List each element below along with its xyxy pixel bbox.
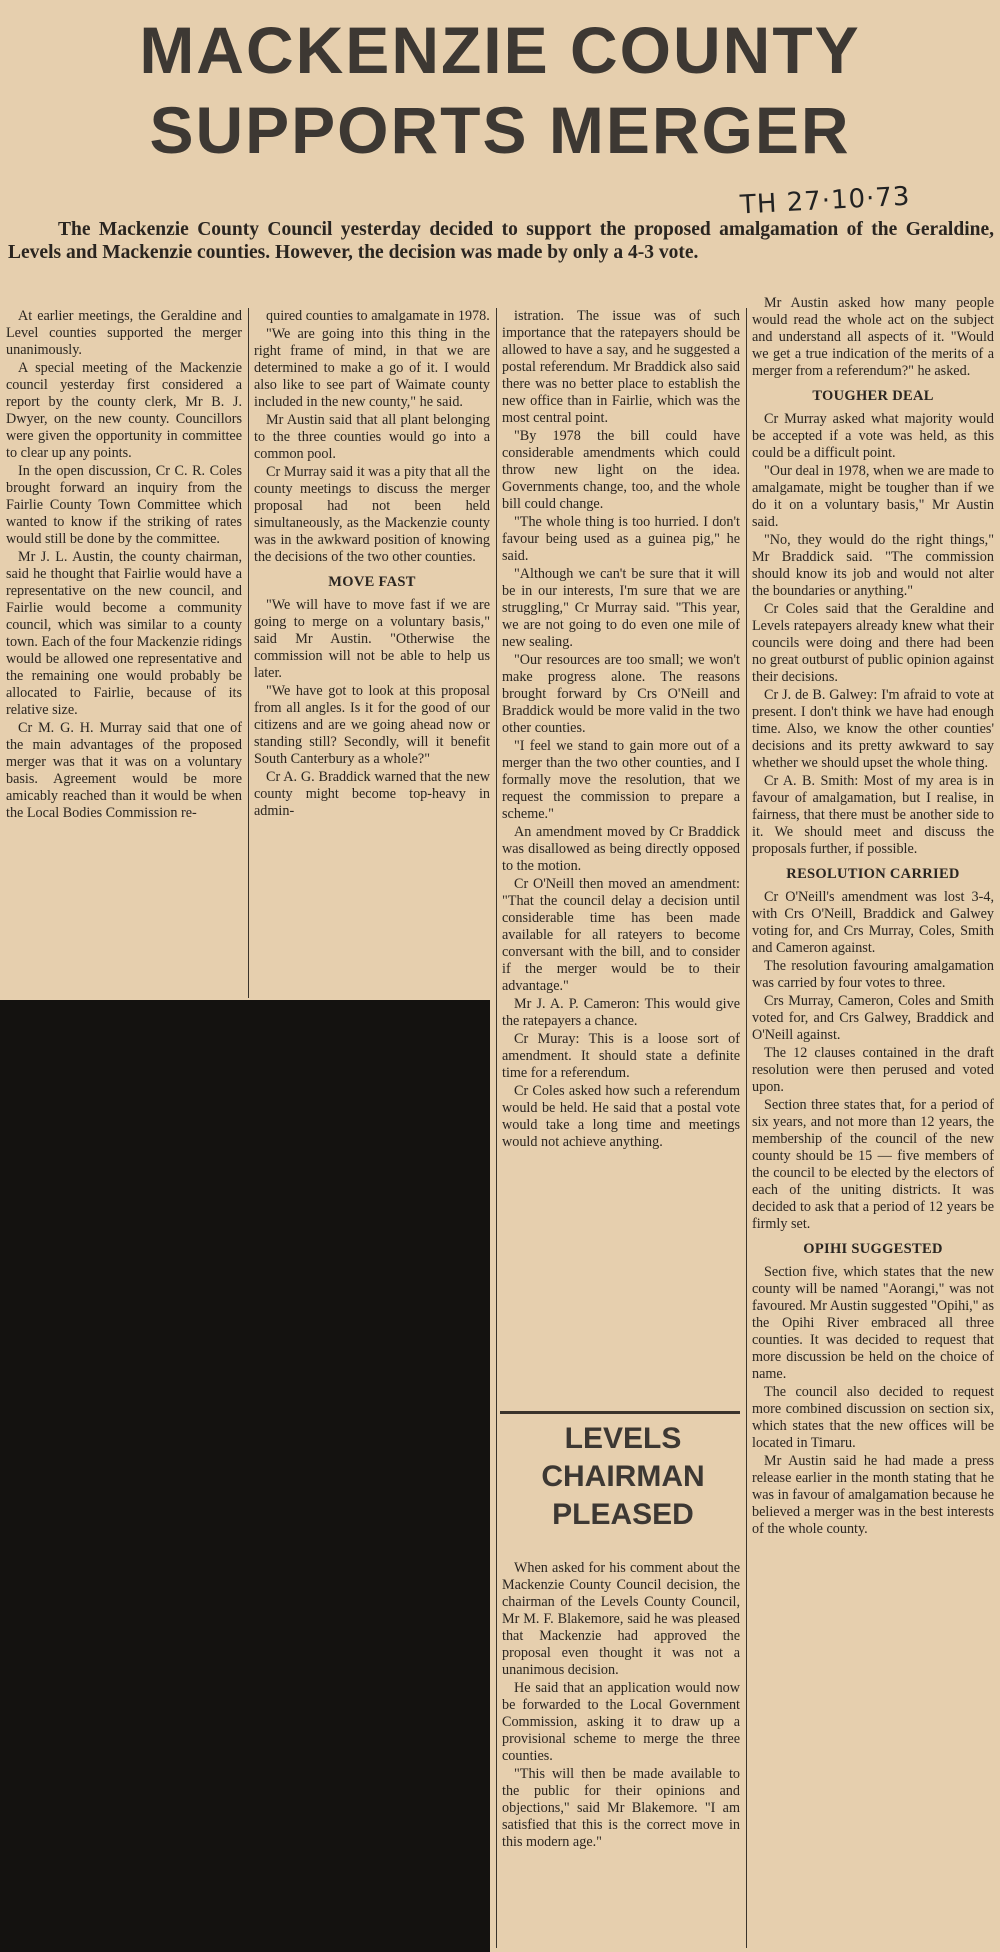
paragraph: Section three states that, for a period of six years, and not more than 12 years, the membership of the council of the new county should be 15 — five members of the council to be elected by the electors of each of the uniting districts. It was decided to ask that a period of 12 years be firmly set. — [752, 1097, 994, 1232]
paragraph: A special meeting of the Mackenzie council yesterday first considered a report by the county clerk, Mr B. J. Dwyer, on the new county. Councillors were given the opportunity in committee to clear up any points. — [6, 360, 242, 461]
paragraph: Cr Murray asked what majority would be accepted if a vote was held, as this could be a difficult point. — [752, 411, 994, 461]
paragraph: Mr Austin said that all plant belonging to the three counties would go into a common pool. — [254, 412, 490, 462]
paragraph: "This will then be made available to the public for their opinions and objections," said Mr Blakemore. "I am satisfied that this is the correct move in this modern age." — [502, 1766, 740, 1850]
subhead-line-3: PLEASED — [552, 1498, 694, 1531]
section-heading-resolution-carried: RESOLUTION CARRIED — [786, 866, 960, 882]
handwritten-date-note: TH 27·10·73 — [739, 181, 912, 221]
section-heading-opihi-suggested: OPIHI SUGGESTED — [803, 1241, 943, 1257]
paragraph: "We will have to move fast if we are going to merge on a voluntary basis," said Mr Austin. "Otherwise the commission will not be able to help us later. — [254, 597, 490, 681]
column-rule-2 — [496, 308, 497, 1948]
paragraph: Crs Murray, Cameron, Coles and Smith voted for, and Crs Galwey, Braddick and O'Neill against. — [752, 993, 994, 1043]
headline-line-1: MACKENZIE COUNTY — [139, 13, 861, 87]
paragraph: istration. The issue was of such importance that the ratepayers should be allowed to have a say, and he suggested a postal referendum. Mr Braddick also said there was no better place to establish the new office than in Fairlie, which was the most central point. — [502, 308, 740, 426]
subhead-line-1: LEVELS — [564, 1422, 682, 1455]
paragraph: An amendment moved by Cr Braddick was disallowed as being directly opposed to the motion. — [502, 824, 740, 874]
paragraph: quired counties to amalgamate in 1978. — [266, 308, 490, 324]
paragraph: Cr A. G. Braddick warned that the new county might become top-heavy in admin- — [254, 769, 490, 819]
paragraph: "Our deal in 1978, when we are made to amalgamate, might be tougher than if we do it on a voluntary basis," Mr Austin said. — [752, 463, 994, 530]
paragraph: Mr Austin said he had made a press release earlier in the month stating that he was in favour of amalgamation because he believed a merger was in the best interests of the whole county. — [752, 1453, 994, 1537]
paragraph: At earlier meetings, the Geraldine and Level counties supported the merger unanimously. — [6, 308, 242, 358]
paragraph: Mr Austin asked how many people would read the whole act on the subject and understand all aspects of it. "Would we get a true indication of the merits of a merger from a referendum?" he asked. — [752, 295, 994, 379]
paragraph: The council also decided to request more combined discussion on section six, which states that the new offices will be located in Timaru. — [752, 1384, 994, 1451]
paragraph: Cr J. de B. Galwey: I'm afraid to vote at present. I don't think we have had enough time. Also, we know the other counties' decisions and its pretty awkward to say whether we should upset the whole thing. — [752, 687, 994, 771]
paragraph: Cr M. G. H. Murray said that one of the main advantages of the proposed merger was that it was on a voluntary basis. Agreement would be more amicably reached than it would be when the Local Bodies Commission re- — [6, 720, 242, 821]
section-heading-move-fast: MOVE FAST — [328, 574, 416, 590]
headline-line-2: SUPPORTS MERGER — [149, 93, 851, 167]
paragraph: Section five, which states that the new county will be named "Aorangi," was not favoured. Mr Austin suggested "Opihi," as the Opihi River embraced all three counties. It was decided to request that more discussion be held on the choice of name. — [752, 1264, 994, 1382]
paragraph: Mr J. A. P. Cameron: This would give the ratepayers a chance. — [502, 996, 740, 1029]
paragraph: Cr Coles said that the Geraldine and Levels ratepayers already knew what their councils were doing and there had been no great outburst of public opinion against their decisions. — [752, 601, 994, 685]
subhead-line-2: CHAIRMAN — [541, 1460, 705, 1493]
paragraph: "We have got to look at this proposal from all angles. Is it for the good of our citizens and are we going ahead now or standing still? Secondly, will it benefit South Canterbury as a whole?" — [254, 683, 490, 767]
subhead — [498, 1420, 748, 1534]
column-rule-1 — [248, 308, 249, 998]
paragraph: "The whole thing is too hurried. I don't favour being used as a guinea pig," he said. — [502, 514, 740, 564]
paragraph: "Our resources are too small; we won't make progress alone. The reasons brought forward by Crs O'Neill and Braddick would be more valid in the two other counties. — [502, 652, 740, 736]
paragraph: In the open discussion, Cr C. R. Coles brought forward an inquiry from the Fairlie County Town Committee which wanted to know if the striking of rates would still be done by the committee. — [6, 463, 242, 547]
column-3-lower — [502, 1560, 740, 1948]
paragraph: Cr O'Neill then moved an amendment: "That the council delay a decision until considerable time has been made available for all rateyers to become conversant with the bill, and to consider if the merger would be to their advantage." — [502, 876, 740, 994]
paragraph: The resolution favouring amalgamation was carried by four votes to three. — [752, 958, 994, 991]
paragraph: "Although we can't be sure that it will be in our interests, I'm sure that we are struggling," Cr Murray said. "This year, we are not going to do even one mile of new sealing. — [502, 566, 740, 650]
paragraph: Cr Murray said it was a pity that all the county meetings to discuss the merger proposal had not been held simultaneously, as the Mackenzie county was in the awkward position of knowing the decisions of the two other counties. — [254, 464, 490, 565]
section-heading-tougher-deal: TOUGHER DEAL — [812, 388, 934, 404]
paragraph: Mr J. L. Austin, the county chairman, said he thought that Fairlie would have a representative on the new council, and Fairlie would become a community council, which was similar to a county town. Each of the four Mackenzie ridings would be allowed one representative and the remaining one would probably be allocated to Fairlie, because of its relative size. — [6, 549, 242, 718]
intro-paragraph: The Mackenzie County Council yesterday decided to support the proposed amalgamation of the Geraldine, Levels and Mackenzie counties. However, the decision was made by only a 4-3 vote. — [8, 219, 994, 263]
column-4 — [752, 295, 994, 1948]
paragraph: Cr O'Neill's amendment was lost 3-4, with Crs O'Neill, Braddick and Galwey voting for, and Crs Murray, Coles, Smith and Cameron against. — [752, 889, 994, 956]
paragraph: Cr Coles asked how such a referendum would be held. He said that a postal vote would take a long time and meetings would not achieve anything. — [502, 1083, 740, 1150]
column-2 — [254, 308, 490, 998]
paragraph: Cr A. B. Smith: Most of my area is in favour of amalgamation, but I realise, in fairness, that there must be another side to it. We should meet and discuss the proposals further, if possible. — [752, 773, 994, 857]
paragraph: "No, they would do the right things," Mr Braddick said. "The commission should know its job and would not alter the boundaries or anything." — [752, 532, 994, 599]
paragraph: He said that an application would now be forwarded to the Local Government Commission, asking it to draw up a provisional scheme to merge the three counties. — [502, 1680, 740, 1764]
headline — [0, 10, 1000, 170]
column-1 — [6, 308, 242, 998]
paragraph: "I feel we stand to gain more out of a merger than the two other counties, and I formally move the resolution, that we request the commission to prepare a scheme." — [502, 738, 740, 822]
column-rule-3 — [746, 308, 747, 1948]
paragraph: "By 1978 the bill could have considerable amendments which could throw new light on the idea. Governments change, too, and the whole bill could change. — [502, 428, 740, 512]
paragraph: When asked for his comment about the Mackenzie County Council decision, the chairman of the Levels County Council, Mr M. F. Blakemore, said he was pleased that Mackenzie had approved the proposal even thought it was not a unanimous decision. — [502, 1560, 740, 1678]
paragraph: The 12 clauses contained in the draft resolution were then perused and voted upon. — [752, 1045, 994, 1095]
subhead-rule — [500, 1411, 740, 1414]
column-3 — [502, 308, 740, 1408]
paragraph: Cr Muray: This is a loose sort of amendment. It should state a definite time for a referendum. — [502, 1031, 740, 1081]
paragraph: "We are going into this thing in the right frame of mind, in that we are determined to make a go of it. I would also like to see part of Waimate county included in the new county," he said. — [254, 326, 490, 410]
